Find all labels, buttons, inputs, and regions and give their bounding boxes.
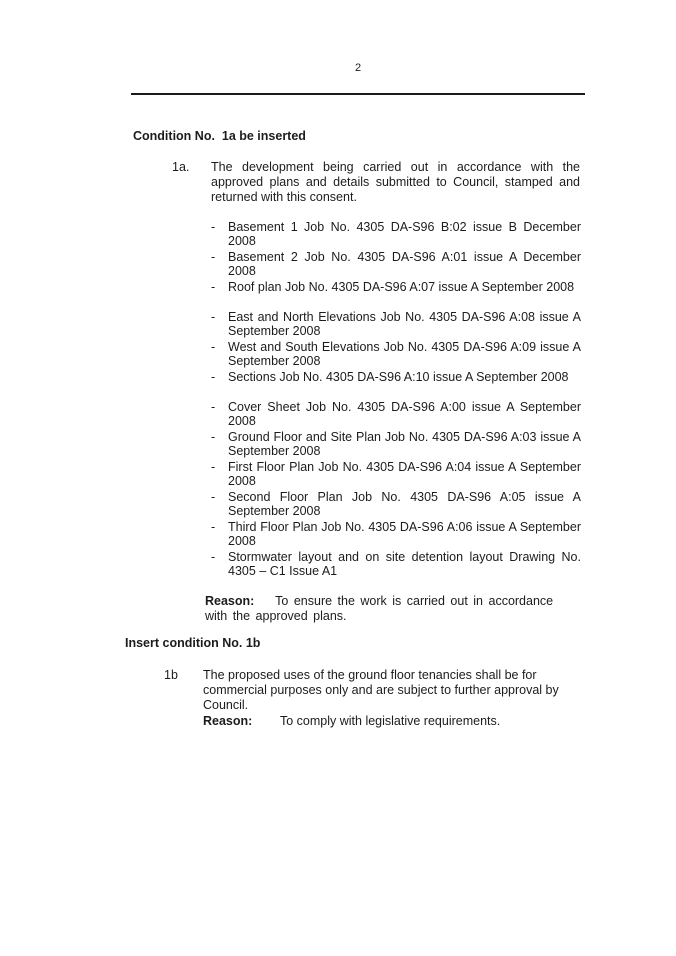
list-item [209, 220, 581, 250]
condition-1a-heading: Condition No. 1a be inserted [133, 129, 306, 143]
list-bullet: - [211, 280, 216, 294]
condition-1a-number: 1a. [172, 160, 190, 174]
plan-text: First Floor Plan Job No. 4305 DA-S96 A:04 issue A September 2008 [228, 460, 581, 488]
condition-1b-reason [203, 714, 500, 729]
list-item [209, 430, 581, 460]
list-bullet: - [211, 400, 216, 414]
list-item [209, 490, 581, 520]
condition-1b-text: The proposed uses of the ground floor tenancies shall be for commercial purposes only and are subject to further approval by Council. [203, 668, 559, 712]
plan-text: Ground Floor and Site Plan Job No. 4305 DA-S96 A:03 issue A September 2008 [228, 430, 581, 458]
plan-text: Cover Sheet Job No. 4305 DA-S96 A:00 issue A September 2008 [228, 400, 581, 428]
list-item [209, 550, 581, 580]
condition-1b-number: 1b [164, 668, 178, 682]
list-item [209, 460, 581, 490]
plan-text: Second Floor Plan Job No. 4305 DA-S96 A:05 issue A September 2008 [228, 490, 581, 518]
list-bullet: - [211, 490, 216, 504]
list-item [209, 250, 581, 280]
plan-text: East and North Elevations Job No. 4305 DA-S96 A:08 issue A September 2008 [228, 310, 581, 338]
approved-plans-list [209, 220, 581, 580]
list-bullet: - [211, 520, 216, 534]
condition-1b-heading: Insert condition No. 1b [125, 636, 261, 650]
reason-text: To ensure the work is carried out in accordance with the approved plans. [205, 594, 554, 623]
condition-1a-text: The development being carried out in accordance with the approved plans and details submitted to Council, stamped and returned with this consent. [211, 160, 580, 204]
condition-1a-reason [205, 594, 577, 624]
list-bullet: - [211, 310, 216, 324]
header-rule [131, 93, 585, 95]
list-bullet: - [211, 220, 216, 234]
plan-text: Roof plan Job No. 4305 DA-S96 A:07 issue A September 2008 [228, 280, 575, 294]
reason-text: To comply with legislative requirements. [280, 714, 501, 728]
list-bullet: - [211, 250, 216, 264]
plan-text: Basement 1 Job No. 4305 DA-S96 B:02 issue B December 2008 [228, 220, 581, 248]
reason-label: Reason: [205, 594, 255, 608]
reason-label: Reason: [203, 714, 253, 728]
list-item [209, 370, 581, 400]
list-bullet: - [211, 430, 216, 444]
plan-text: Basement 2 Job No. 4305 DA-S96 A:01 issue A December 2008 [228, 250, 581, 278]
list-bullet: - [211, 550, 216, 564]
page-number: 2 [354, 62, 362, 74]
list-bullet: - [211, 340, 216, 354]
list-item [209, 400, 581, 430]
list-bullet: - [211, 460, 216, 474]
plan-text: Sections Job No. 4305 DA-S96 A:10 issue A September 2008 [228, 370, 569, 384]
plan-text: West and South Elevations Job No. 4305 DA-S96 A:09 issue A September 2008 [228, 340, 581, 368]
plan-text: Stormwater layout and on site detention layout Drawing No. 4305 – C1 Issue A1 [228, 550, 581, 578]
list-item [209, 340, 581, 370]
list-item [209, 280, 581, 310]
plan-text: Third Floor Plan Job No. 4305 DA-S96 A:06 issue A September 2008 [228, 520, 581, 548]
list-item [209, 310, 581, 340]
list-item [209, 520, 581, 550]
list-bullet: - [211, 370, 216, 384]
